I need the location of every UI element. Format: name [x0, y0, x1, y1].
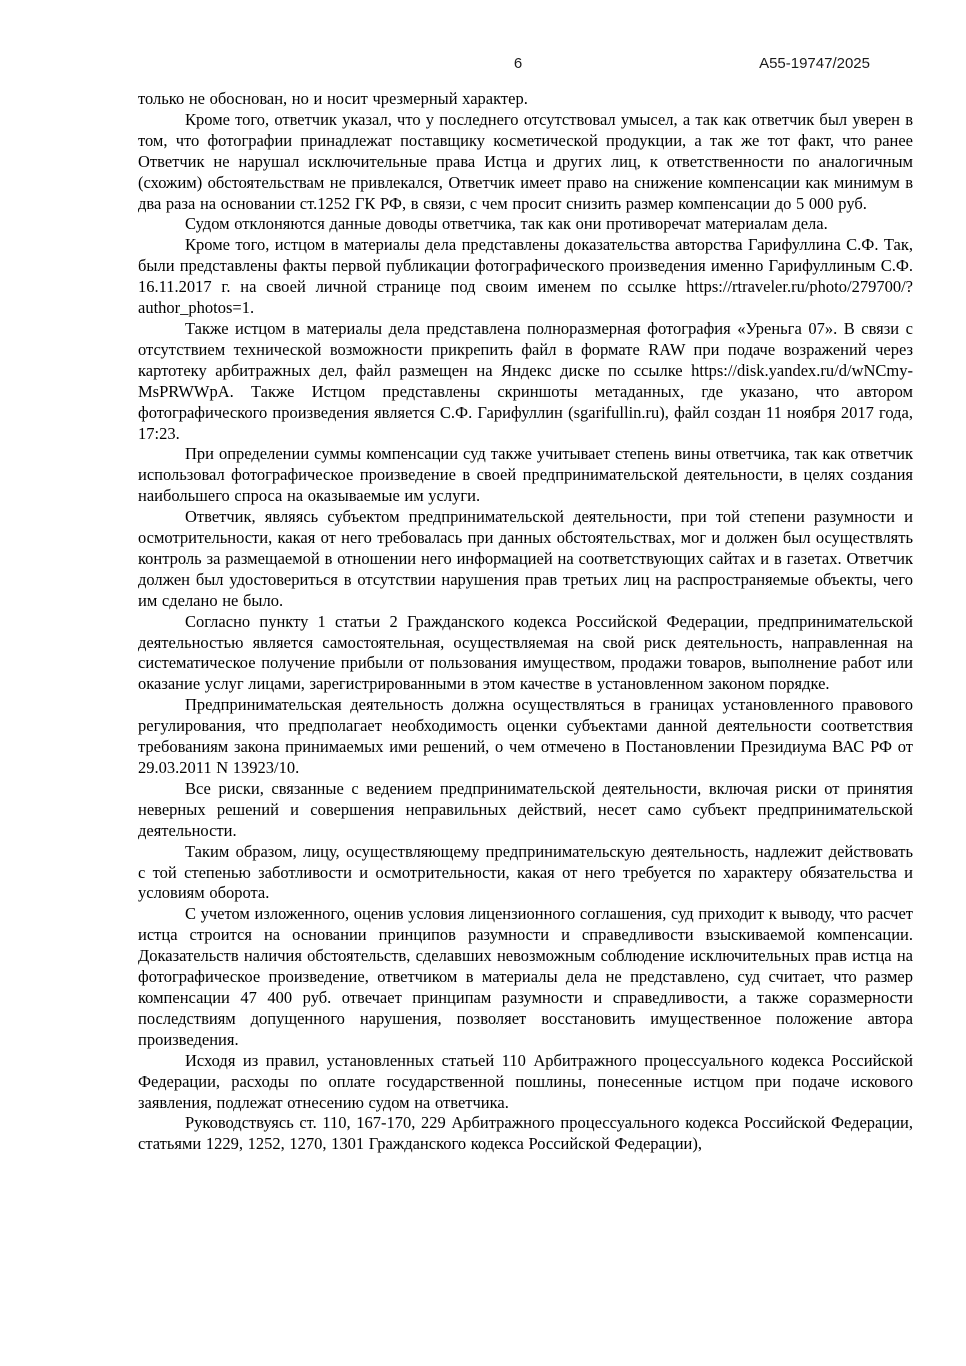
paragraph: Судом отклоняются данные доводы ответчика, так как они противоречат материалам дела. [185, 214, 828, 234]
paragraph: Согласно пункту 1 статьи 2 Гражданского кодекса Российской Федерации, предпринимательской деятельностью является самостоятельная, осуществляемая на свой риск деятельность, направленная на систематическое получение прибыли от пользования имуществом, продажи товаров, выполнение работ или оказание услуг лицами, зарегистрированными в этом качестве в установленном законом порядке. [138, 611, 913, 694]
paragraph: Ответчик, являясь субъектом предпринимательской деятельности, при той степени разумности и осмотрительности, какая от него требовалась при данных обстоятельствах, мог и должен был осуществлять контроль за размещаемой в отношении него информацией на соответствующих сайтах и в газетах. Ответчик должен был удостовериться в отсутствии нарушения прав третьих лиц на распространяемые объекты, чего им сделано не было. [138, 507, 913, 610]
paragraph: Таким образом, лицу, осуществляющему предпринимательскую деятельность, надлежит действовать с той степенью заботливости и осмотрительности, какая от него требуется по характеру обязательства и условиям оборота. [138, 841, 913, 903]
paragraph: только не обоснован, но и носит чрезмерный характер. [138, 89, 528, 108]
paragraph: Также истцом в материалы дела представлена полноразмерная фотография «Уреньга 07». В связи с отсутствием технической возможности прикрепить файл в формате RAW при подаче возражений через картотеку арбитражных дел, файл размещен на Яндекс диске по ссылке https://disk.yandex.ru/d/wNCmy-MsPRWWpA. Также Истцом представлены скриншоты метаданных, где указано, что автором фотографического произведения является С.Ф. Гарифуллин (sgarifullin.ru), файл создан 11 ноября 2017 года, 17:23. [138, 318, 913, 443]
paragraph: Руководствуясь ст. 110, 167-170, 229 Арбитражного процессуального кодекса Российской Федерации, статьями 1229, 1252, 1270, 1301 Гражданского кодекса Российской Федерации), [138, 1113, 913, 1154]
page-number: 6 [513, 55, 523, 72]
paragraph: Предпринимательская деятельность должна осуществляться в границах установленного правового регулирования, что предполагает необходимость оценки субъектами данной деятельности соответствия требованиям закона принимаемых ими решений, о чем отмечено в Постановлении Президиума ВАС РФ от 29.03.2011 N 13923/10. [138, 695, 913, 777]
case-number: А55-19747/2025 [759, 55, 870, 72]
paragraph: Все риски, связанные с ведением предпринимательской деятельности, включая риски от принятия неверных решений и совершения неправильных действий, несет само субъект предпринимательской деятельности. [138, 778, 913, 840]
paragraph: С учетом изложенного, оценив условия лицензионного соглашения, суд приходит к выводу, что расчет истца строится на основании принципов разумности и справедливости взыскиваемой компенсации. Доказательств наличия обстоятельств, сделавших невозможным соблюдение исключительных прав истца на фотографическое произведение, ответчиком в материалы дела не представлено, суд считает, что размер компенсации 47 400 руб. отвечает принципам разумности и справедливости, а также соразмерности последствиям допущенного нарушения, позволяет восстановить имущественное положение автора произведения. [138, 904, 913, 1049]
page-header [0, 56, 966, 74]
paragraph: Кроме того, ответчик указал, что у последнего отсутствовал умысел, а так как ответчик был уверен в том, что фотографии принадлежат поставщику косметической продукции, а так же тот факт, что ранее Ответчик не нарушал исключительные права Истца и других лиц, к ответственности по аналогичным (схожим) обстоятельствам не привлекался, Ответчик имеет право на снижение компенсации как минимум в два раза на основании ст.1252 ГК РФ, в связи, с чем просит снизить размер компенсации до 5 000 руб. [138, 109, 913, 213]
document-body [138, 89, 913, 1155]
paragraph: Исходя из правил, установленных статьей 110 Арбитражного процессуального кодекса Российской Федерации, расходы по оплате государственной пошлины, понесенные истцом при подаче искового заявления, подлежат отнесению судом на ответчика. [138, 1050, 913, 1112]
paragraph: Кроме того, истцом в материалы дела представлены доказательства авторства Гарифуллина С.Ф. Так, были представлены факты первой публикации фотографического произведения именно Гарифуллиным С.Ф. 16.11.2017 г. на своей личной странице под своим именем по ссылке https://rtraveler.ru/photo/279700/?author_photos=1. [138, 235, 913, 318]
paragraph: При определении суммы компенсации суд также учитывает степень вины ответчика, так как ответчик использовал фотографическое произведение в своей предпринимательской деятельности, в целях создания наибольшего спроса на оказываемые им услуги. [138, 444, 913, 506]
